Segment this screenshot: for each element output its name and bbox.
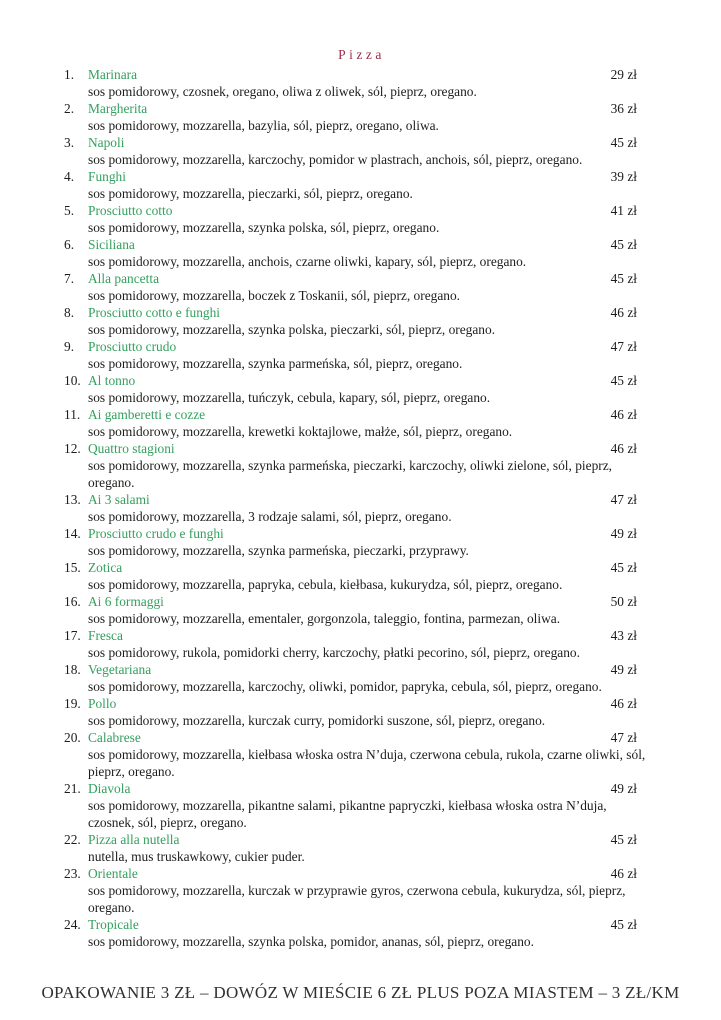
item-number: 6. [64,237,75,252]
item-number: 5. [64,203,75,218]
item-price: 47 zł [610,730,637,745]
item-name: Prosciutto crudo [88,339,177,354]
menu-item [64,168,655,202]
item-name: Fresca [88,628,123,643]
menu-item [64,270,655,304]
item-price: 46 zł [610,407,637,422]
item-description: sos pomidorowy, mozzarella, szynka parmeńska, sól, pieprz, oregano. [88,356,463,371]
menu-item-row [64,525,655,542]
menu-item-row [64,338,655,355]
item-price: 46 zł [610,866,637,881]
item-description: nutella, mus truskawkowy, cukier puder. [88,849,305,864]
menu-item [64,916,655,950]
item-number: 10. [64,373,81,388]
item-name: Ai 3 salami [88,492,150,507]
item-price: 47 zł [610,492,637,507]
item-name: Quattro stagioni [88,441,175,456]
item-description: sos pomidorowy, mozzarella, tuńczyk, cebula, kapary, sól, pieprz, oregano. [88,390,491,405]
item-name: Calabrese [88,730,141,745]
item-number: 20. [64,730,81,745]
menu-item-row [64,593,655,610]
item-price: 43 zł [610,628,637,643]
item-price: 45 zł [610,135,637,150]
item-description: sos pomidorowy, czosnek, oregano, oliwa z oliwek, sól, pieprz, oregano. [88,84,477,99]
item-description: sos pomidorowy, mozzarella, ementaler, gorgonzola, taleggio, fontina, parmezan, oliwa. [88,611,561,626]
item-price: 45 zł [610,917,637,932]
item-price: 46 zł [610,441,637,456]
menu-item-row [64,780,655,797]
menu-item [64,134,655,168]
item-number: 1. [64,67,75,82]
menu-item [64,202,655,236]
item-name: Vegetariana [88,662,152,677]
item-name: Diavola [88,781,131,796]
item-price: 45 zł [610,373,637,388]
menu-item [64,593,655,627]
item-name: Ai 6 formaggi [88,594,164,609]
menu-item [64,236,655,270]
item-price: 49 zł [610,662,637,677]
menu-item [64,100,655,134]
item-name: Pizza alla nutella [88,832,180,847]
item-price: 45 zł [610,237,637,252]
menu-item-row [64,491,655,508]
menu-item [64,491,655,525]
item-number: 18. [64,662,81,677]
item-price: 46 zł [610,696,637,711]
menu-item-row [64,236,655,253]
item-number: 19. [64,696,81,711]
item-number: 3. [64,135,75,150]
item-number: 21. [64,781,81,796]
menu-item [64,304,655,338]
item-price: 49 zł [610,781,637,796]
item-name: Prosciutto cotto [88,203,173,218]
item-price: 49 zł [610,526,637,541]
item-number: 14. [64,526,81,541]
footer-note: OPAKOWANIE 3 ZŁ – DOWÓZ W MIEŚCIE 6 ZŁ PLUS POZA MIASTEM – 3 ZŁ/KM [41,983,680,1002]
item-description: sos pomidorowy, mozzarella, krewetki koktajlowe, małże, sól, pieprz, oregano. [88,424,513,439]
item-name: Margherita [88,101,148,116]
menu-item [64,525,655,559]
item-number: 17. [64,628,81,643]
item-description: sos pomidorowy, mozzarella, szynka polska, pomidor, ananas, sól, pieprz, oregano. [88,934,534,949]
menu-item-row [64,134,655,151]
page-title: Pizza [338,47,385,62]
item-name: Prosciutto cotto e funghi [88,305,221,320]
menu-item-row [64,831,655,848]
menu-item-row [64,202,655,219]
menu-item [64,559,655,593]
item-description: sos pomidorowy, mozzarella, pikantne salami, pikantne papryczki, kiełbasa włoska ostra N’duja, czosnek, sól, pieprz, oregano. [88,798,607,830]
item-name: Napoli [88,135,125,150]
item-name: Prosciutto crudo e funghi [88,526,224,541]
item-name: Siciliana [88,237,135,252]
item-description: sos pomidorowy, mozzarella, boczek z Toskanii, sól, pieprz, oregano. [88,288,461,303]
menu-item [64,831,655,865]
menu-item [64,695,655,729]
item-description: sos pomidorowy, mozzarella, karczochy, pomidor w plastrach, anchois, sól, pieprz, oregano. [88,152,583,167]
item-price: 47 zł [610,339,637,354]
item-number: 7. [64,271,75,286]
item-name: Ai gamberetti e cozze [88,407,206,422]
item-name: Alla pancetta [88,271,160,286]
menu-item-row [64,627,655,644]
item-name: Al tonno [88,373,136,388]
item-description: sos pomidorowy, mozzarella, szynka parmeńska, pieczarki, przyprawy. [88,543,469,558]
item-number: 12. [64,441,81,456]
item-name: Tropicale [88,917,139,932]
menu-item-row [64,406,655,423]
menu-item [64,661,655,695]
menu-item-row [64,916,655,933]
item-description: sos pomidorowy, rukola, pomidorki cherry, karczochy, płatki pecorino, sól, pieprz, oregano. [88,645,580,660]
item-number: 15. [64,560,81,575]
item-price: 45 zł [610,271,637,286]
item-number: 22. [64,832,81,847]
menu-item-row [64,270,655,287]
item-number: 16. [64,594,81,609]
item-description: sos pomidorowy, mozzarella, 3 rodzaje salami, sól, pieprz, oregano. [88,509,452,524]
item-price: 45 zł [610,560,637,575]
item-description: sos pomidorowy, mozzarella, kiełbasa włoska ostra N’duja, czerwona cebula, rukola, czarne oliwki, sól, pieprz, oregano. [88,747,646,779]
item-price: 50 zł [610,594,637,609]
menu-item [64,729,655,780]
item-description: sos pomidorowy, mozzarella, anchois, czarne oliwki, kapary, sól, pieprz, oregano. [88,254,527,269]
item-number: 9. [64,339,75,354]
item-name: Funghi [88,169,126,184]
menu-item-row [64,695,655,712]
item-number: 8. [64,305,75,320]
menu-item [64,372,655,406]
item-description: sos pomidorowy, mozzarella, pieczarki, sól, pieprz, oregano. [88,186,413,201]
menu-item [64,865,655,916]
item-number: 24. [64,917,81,932]
item-description: sos pomidorowy, mozzarella, kurczak curry, pomidorki suszone, sól, pieprz, oregano. [88,713,546,728]
item-description: sos pomidorowy, mozzarella, karczochy, oliwki, pomidor, papryka, cebula, sól, pieprz, oregano. [88,679,602,694]
menu-list [64,66,655,950]
menu-item-row [64,304,655,321]
item-price: 29 zł [610,67,637,82]
item-description: sos pomidorowy, mozzarella, szynka polska, pieczarki, sól, pieprz, oregano. [88,322,496,337]
menu-item-row [64,559,655,576]
item-description: sos pomidorowy, mozzarella, kurczak w przyprawie gyros, czerwona cebula, kukurydza, sól, pieprz, oregano. [88,883,626,915]
menu-item-row [64,440,655,457]
item-description: sos pomidorowy, mozzarella, bazylia, sól, pieprz, oregano, oliwa. [88,118,439,133]
item-price: 46 zł [610,305,637,320]
menu-item-row [64,661,655,678]
menu-item [64,627,655,661]
item-number: 23. [64,866,81,881]
menu-item [64,780,655,831]
item-name: Marinara [88,67,138,82]
item-name: Pollo [88,696,117,711]
menu-item-row [64,168,655,185]
menu-item [64,66,655,100]
menu-item [64,406,655,440]
item-number: 11. [64,407,81,422]
menu-item-row [64,100,655,117]
item-description: sos pomidorowy, mozzarella, szynka parmeńska, pieczarki, karczochy, oliwki zielone, sól, pieprz, oregano. [88,458,613,490]
item-name: Zotica [88,560,123,575]
menu-item-row [64,865,655,882]
item-price: 36 zł [610,101,637,116]
menu-item-row [64,729,655,746]
menu-item [64,440,655,491]
item-price: 41 zł [610,203,637,218]
item-price: 45 zł [610,832,637,847]
menu-item-row [64,372,655,389]
item-name: Orientale [88,866,138,881]
item-number: 4. [64,169,75,184]
item-description: sos pomidorowy, mozzarella, papryka, cebula, kiełbasa, kukurydza, sól, pieprz, oregano. [88,577,563,592]
item-number: 2. [64,101,75,116]
item-price: 39 zł [610,169,637,184]
menu-item-row [64,66,655,83]
menu-item [64,338,655,372]
item-number: 13. [64,492,81,507]
item-description: sos pomidorowy, mozzarella, szynka polska, sól, pieprz, oregano. [88,220,440,235]
